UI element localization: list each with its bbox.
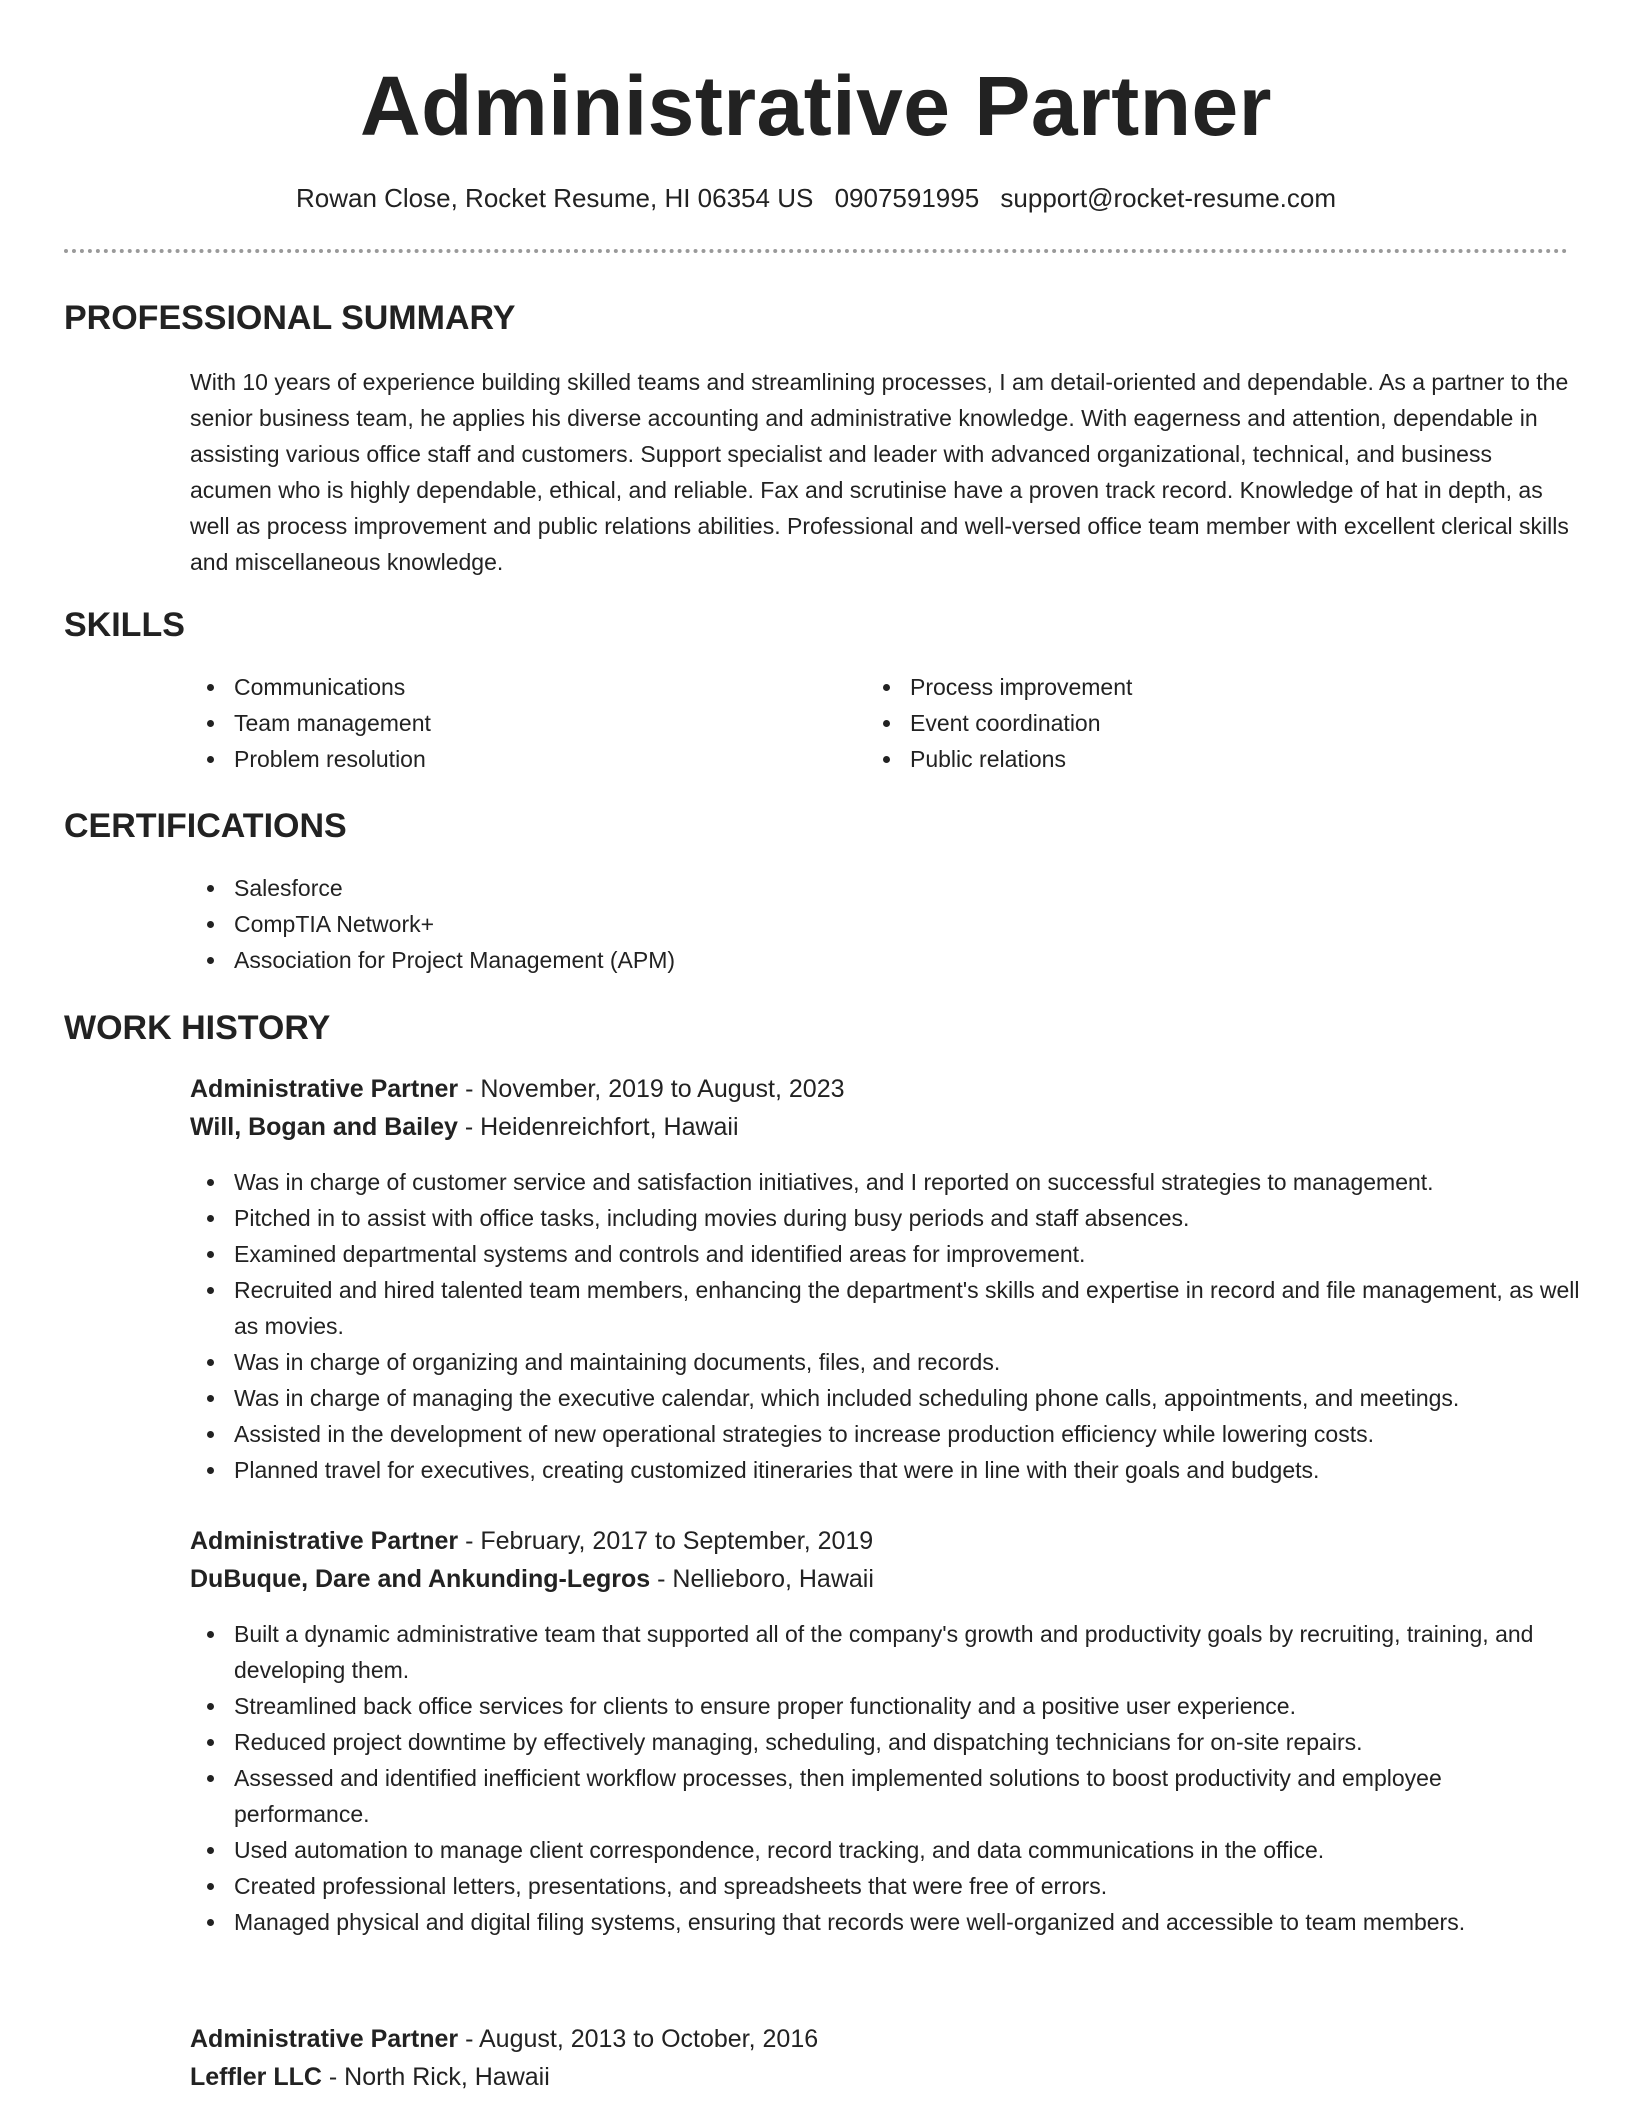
certifications-heading: CERTIFICATIONS bbox=[64, 807, 347, 845]
contact-line bbox=[0, 180, 1632, 216]
skill-item: Process improvement bbox=[866, 669, 1506, 705]
contact-address: Rowan Close, Rocket Resume, HI 06354 US bbox=[295, 183, 814, 213]
skills-list-left bbox=[190, 669, 830, 777]
job-duty: Created professional letters, presentations, and spreadsheets that were free of errors. bbox=[190, 1868, 1580, 1904]
job-location: Nellieboro, Hawaii bbox=[672, 1565, 874, 1593]
certifications-list bbox=[190, 870, 1490, 978]
contact-email: support@rocket-resume.com bbox=[1000, 183, 1337, 213]
certification-item: Salesforce bbox=[190, 870, 1490, 906]
job-duty: Assessed and identified inefficient workflow processes, then implemented solutions to boost productivity and employee performance. bbox=[190, 1760, 1580, 1832]
contact-phone: 0907591995 bbox=[834, 183, 980, 213]
job-duty: Was in charge of managing the executive calendar, which included scheduling phone calls, appointments, and meetings. bbox=[190, 1380, 1580, 1416]
job-duty: Recruited and hired talented team members, enhancing the department's skills and expertise in record and file management, as well as movies. bbox=[190, 1272, 1580, 1344]
skill-item: Problem resolution bbox=[190, 741, 830, 777]
skill-item: Communications bbox=[190, 669, 830, 705]
skill-item: Public relations bbox=[866, 741, 1506, 777]
job-role: Administrative Partner bbox=[190, 1527, 459, 1555]
job-role: Administrative Partner bbox=[190, 1075, 459, 1103]
job-company: DuBuque, Dare and Ankunding-Legros bbox=[190, 1565, 651, 1593]
job-duty: Used automation to manage client correspondence, record tracking, and data communications in the office. bbox=[190, 1832, 1580, 1868]
certification-item: Association for Project Management (APM) bbox=[190, 942, 1490, 978]
summary-text: With 10 years of experience building skilled teams and streamlining processes, I am detail-oriented and dependable. As a partner to the senior business team, he applies his diverse accounting and administrative knowledge. With eagerness and attention, dependable in assisting various office staff and customers. Support specialist and leader with advanced organizational, technical, and business acumen who is highly dependable, ethical, and reliable. Fax and scrutinise have a proven track record. Knowledge of hat in depth, as well as process improvement and public relations abilities. Professional and well-versed office team member with excellent clerical skills and miscellaneous knowledge. bbox=[190, 369, 1569, 575]
work-history-heading: WORK HISTORY bbox=[64, 1009, 331, 1047]
certification-item: CompTIA Network+ bbox=[190, 906, 1490, 942]
job-company-line: Will, Bogan and Bailey - Heidenreichfort, Hawaii bbox=[190, 1113, 739, 1141]
job-company-line: DuBuque, Dare and Ankunding-Legros - Nellieboro, Hawaii bbox=[190, 1565, 874, 1593]
candidate-name: Administrative Partner bbox=[360, 59, 1272, 153]
job-title-line: Administrative Partner - November, 2019 to August, 2023 bbox=[190, 1075, 845, 1103]
job-title-line: Administrative Partner - August, 2013 to October, 2016 bbox=[190, 2025, 819, 2053]
job-duty: Managed physical and digital filing systems, ensuring that records were well-organized and accessible to team members. bbox=[190, 1904, 1580, 1940]
job-location: Heidenreichfort, Hawaii bbox=[480, 1113, 739, 1141]
skill-item: Event coordination bbox=[866, 705, 1506, 741]
job-duty: Planned travel for executives, creating customized itineraries that were in line with their goals and budgets. bbox=[190, 1452, 1580, 1488]
job-duty: Was in charge of customer service and satisfaction initiatives, and I reported on successful strategies to management. bbox=[190, 1164, 1580, 1200]
job-company-line: Leffler LLC - North Rick, Hawaii bbox=[190, 2063, 550, 2091]
skills-heading: SKILLS bbox=[64, 606, 185, 644]
job-title-line: Administrative Partner - February, 2017 to September, 2019 bbox=[190, 1527, 874, 1555]
job-company: Will, Bogan and Bailey bbox=[190, 1113, 458, 1141]
job-duty: Pitched in to assist with office tasks, including movies during busy periods and staff absences. bbox=[190, 1200, 1580, 1236]
job-duties-list bbox=[190, 1164, 1580, 1488]
job-duty: Assisted in the development of new operational strategies to increase production efficiency while lowering costs. bbox=[190, 1416, 1580, 1452]
job-duty: Was in charge of organizing and maintaining documents, files, and records. bbox=[190, 1344, 1580, 1380]
job-dates: February, 2017 to September, 2019 bbox=[480, 1527, 874, 1555]
skill-item: Team management bbox=[190, 705, 830, 741]
job-location: North Rick, Hawaii bbox=[344, 2063, 550, 2091]
summary-heading: PROFESSIONAL SUMMARY bbox=[64, 299, 516, 337]
job-dates: November, 2019 to August, 2023 bbox=[480, 1075, 845, 1103]
job-duties-list bbox=[190, 1616, 1580, 1940]
job-duty: Streamlined back office services for clients to ensure proper functionality and a positive user experience. bbox=[190, 1688, 1580, 1724]
job-duty: Built a dynamic administrative team that supported all of the company's growth and productivity goals by recruiting, training, and developing them. bbox=[190, 1616, 1580, 1688]
job-company: Leffler LLC bbox=[190, 2063, 322, 2091]
job-duty: Examined departmental systems and controls and identified areas for improvement. bbox=[190, 1236, 1580, 1272]
header-divider bbox=[64, 249, 1568, 253]
skills-list-right bbox=[866, 669, 1506, 777]
job-role: Administrative Partner bbox=[190, 2025, 459, 2053]
job-duty: Reduced project downtime by effectively managing, scheduling, and dispatching technicians for on-site repairs. bbox=[190, 1724, 1580, 1760]
job-dates: August, 2013 to October, 2016 bbox=[478, 2025, 819, 2053]
